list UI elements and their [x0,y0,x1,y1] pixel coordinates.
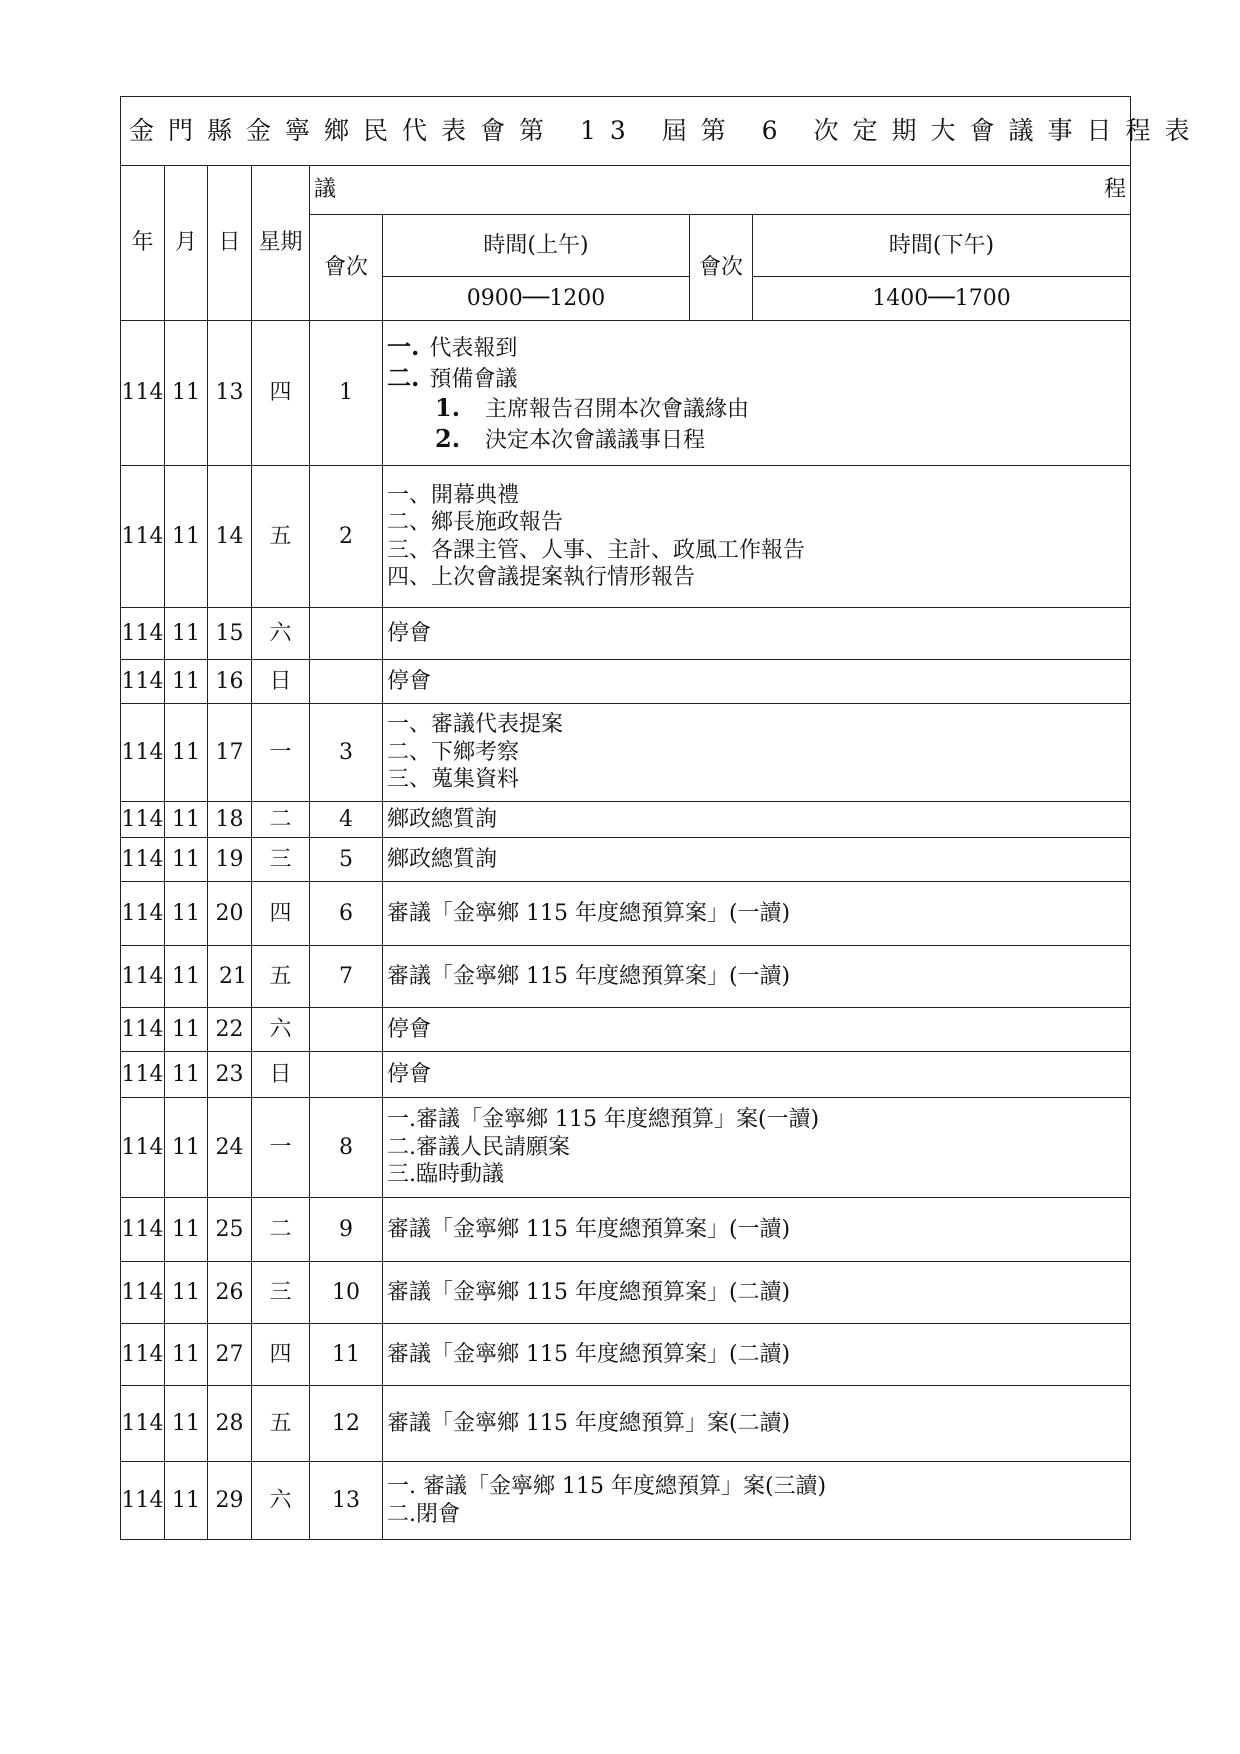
row-weekday: 六 [252,1462,310,1540]
row-year: 114 [121,946,165,1008]
row-day: 24 [208,1098,252,1198]
row-year: 114 [121,1052,165,1098]
table-row [121,704,1131,802]
row-session: 9 [310,1198,383,1262]
row-session: 1 [310,321,383,466]
row-month: 11 [165,1262,208,1324]
agenda-number: 二. [387,362,420,392]
agenda-line [387,393,1130,424]
row-month: 11 [165,838,208,882]
row-month: 11 [165,321,208,466]
row-day: 18 [208,802,252,838]
agenda-line: 停會 [387,1016,432,1042]
agenda-number: 1. [435,393,461,422]
table-row [121,1052,1131,1098]
agenda-line: 二、鄉長施政報告 [387,510,564,535]
agenda-line: 審議「金寧鄉 115 年度總預算案」(二讀) [387,1279,791,1305]
row-weekday: 六 [252,1008,310,1052]
agenda-line: 一.審議「金寧鄉 115 年度總預算」案(一讀) [387,1107,820,1133]
row-year: 114 [121,1098,165,1198]
agenda-line: 停會 [387,620,432,646]
row-agenda [383,882,1131,946]
row-agenda [383,1008,1131,1052]
agenda-line: 鄉政總質詢 [387,846,498,872]
row-weekday: 一 [252,704,310,802]
agenda-text: 決定本次會議議事日程 [485,427,706,453]
row-month: 11 [165,608,208,660]
table-row [121,882,1131,946]
row-year: 114 [121,882,165,946]
table-row [121,1462,1131,1540]
header-weekday: 星期 [252,166,310,321]
agenda-line [387,363,1130,394]
agenda-line: 停會 [387,668,432,694]
agenda-line: 三、蒐集資料 [387,767,520,793]
row-year: 114 [121,704,165,802]
row-weekday: 二 [252,802,310,838]
header-time-pm: 時間(下午) [753,215,1131,277]
header-year: 年 [121,166,165,321]
row-weekday: 四 [252,1324,310,1386]
row-month: 11 [165,882,208,946]
table-row [121,321,1131,466]
row-weekday: 一 [252,1098,310,1198]
row-session: 7 [310,946,383,1008]
header-session-pm: 會次 [690,215,753,321]
row-weekday: 四 [252,882,310,946]
row-day: 15 [208,608,252,660]
row-session: 8 [310,1098,383,1198]
agenda-line: 審議「金寧鄉 115 年度總預算案」(一讀) [387,900,791,926]
row-month: 11 [165,660,208,704]
row-agenda [383,1386,1131,1462]
table-row [121,466,1131,608]
row-day: 27 [208,1324,252,1386]
schedule-table [120,96,1204,1540]
row-year: 114 [121,1198,165,1262]
agenda-line [387,424,1130,455]
row-month: 11 [165,1386,208,1462]
header-day: 日 [208,166,252,321]
row-weekday: 日 [252,660,310,704]
table-row [121,1324,1131,1386]
row-year: 114 [121,802,165,838]
row-year: 114 [121,838,165,882]
row-session: 5 [310,838,383,882]
table-row [121,1262,1131,1324]
row-weekday: 五 [252,946,310,1008]
row-day: 20 [208,882,252,946]
row-day: 29 [208,1462,252,1540]
agenda-line: 三、各課主管、人事、主計、政風工作報告 [387,537,806,563]
row-weekday: 四 [252,321,310,466]
row-month: 11 [165,1324,208,1386]
header-session-am: 會次 [310,215,383,321]
row-day: 19 [208,838,252,882]
row-day: 25 [208,1198,252,1262]
row-day: 23 [208,1052,252,1098]
row-session: 11 [310,1324,383,1386]
agenda-line: 一、開幕典禮 [387,482,520,508]
row-month: 11 [165,1052,208,1098]
row-day: 26 [208,1262,252,1324]
table-row [121,608,1131,660]
row-session: 2 [310,466,383,608]
table-row [121,1008,1131,1052]
row-day: 17 [208,704,252,802]
row-session [310,1052,383,1098]
row-agenda [383,838,1131,882]
row-session: 13 [310,1462,383,1540]
row-session [310,608,383,660]
agenda-line: 四、上次會議提案執行情形報告 [387,565,696,590]
agenda-text: 代表報到 [429,336,518,361]
row-session: 3 [310,704,383,802]
row-agenda [383,802,1131,838]
row-agenda [383,466,1131,608]
header-agenda-right: 程 [1104,177,1127,202]
row-day: 28 [208,1386,252,1462]
row-month: 11 [165,946,208,1008]
row-day: 14 [208,466,252,608]
row-year: 114 [121,466,165,608]
row-agenda [383,1052,1131,1098]
row-day: 22 [208,1008,252,1052]
agenda-line: 審議「金寧鄉 115 年度總預算案」(二讀) [387,1341,791,1367]
row-month: 11 [165,704,208,802]
agenda-text: 主席報告召開本次會議緣由 [485,397,750,422]
row-agenda [383,704,1131,802]
row-weekday: 三 [252,838,310,882]
row-agenda [383,1262,1131,1324]
agenda-line: 審議「金寧鄉 115 年度總預算案」(一讀) [387,1216,791,1242]
agenda-line: 三.臨時動議 [387,1162,504,1188]
row-year: 114 [121,608,165,660]
agenda-line: 停會 [387,1061,432,1087]
agenda-line [387,332,1130,363]
agenda-line: 二、下鄉考察 [387,739,520,765]
row-year: 114 [121,1324,165,1386]
agenda-line: 一. 審議「金寧鄉 115 年度總預算」案(三讀) [387,1474,827,1499]
header-time-am: 時間(上午) [383,215,690,277]
header-time-pm-range: 1400──1700 [753,277,1131,321]
agenda-text: 預備會議 [429,366,518,392]
agenda-line: 二.閉會 [387,1501,460,1527]
row-agenda [383,1324,1131,1386]
agenda-number: 一. [387,332,420,361]
row-month: 11 [165,802,208,838]
row-weekday: 三 [252,1262,310,1324]
header-month: 月 [165,166,208,321]
row-session: 10 [310,1262,383,1324]
row-session [310,660,383,704]
row-agenda [383,608,1131,660]
row-year: 114 [121,1008,165,1052]
header-time-am-range: 0900──1200 [383,277,690,321]
row-weekday: 二 [252,1198,310,1262]
table-row [121,946,1131,1008]
row-day: 13 [208,321,252,466]
row-month: 11 [165,466,208,608]
row-weekday: 五 [252,1386,310,1462]
row-year: 114 [121,321,165,466]
row-weekday: 六 [252,608,310,660]
row-weekday: 日 [252,1052,310,1098]
agenda-line: 審議「金寧鄉 115 年度總預算」案(二讀) [387,1410,791,1436]
row-agenda [383,1462,1131,1540]
agenda-number: 2. [435,423,461,453]
page-title: 金門縣金寧鄉民代表會第 13 屆第 6 次定期大會議事日程表 [121,97,1131,166]
row-month: 11 [165,1008,208,1052]
row-year: 114 [121,660,165,704]
row-year: 114 [121,1386,165,1462]
table-row [121,1198,1131,1262]
row-agenda [383,946,1131,1008]
row-session: 4 [310,802,383,838]
row-session: 12 [310,1386,383,1462]
row-month: 11 [165,1198,208,1262]
row-month: 11 [165,1098,208,1198]
row-month: 11 [165,1462,208,1540]
row-day: 16 [208,660,252,704]
table-row [121,1098,1131,1198]
row-agenda [383,660,1131,704]
agenda-line: 二.審議人民請願案 [387,1134,570,1160]
row-weekday: 五 [252,466,310,608]
row-year: 114 [121,1262,165,1324]
table-row [121,838,1131,882]
table-row [121,802,1131,838]
agenda-line: 鄉政總質詢 [387,806,498,832]
row-day: 21 [208,946,252,1008]
header-agenda-left: 議 [314,177,337,202]
row-agenda [383,1198,1131,1262]
row-session: 6 [310,882,383,946]
table-row [121,1386,1131,1462]
row-year: 114 [121,1462,165,1540]
row-agenda [383,1098,1131,1198]
agenda-line: 審議「金寧鄉 115 年度總預算案」(一讀) [387,963,791,989]
row-agenda [383,321,1131,466]
agenda-line: 一、審議代表提案 [387,712,564,738]
header-agenda [310,166,1131,215]
row-session [310,1008,383,1052]
table-row [121,660,1131,704]
